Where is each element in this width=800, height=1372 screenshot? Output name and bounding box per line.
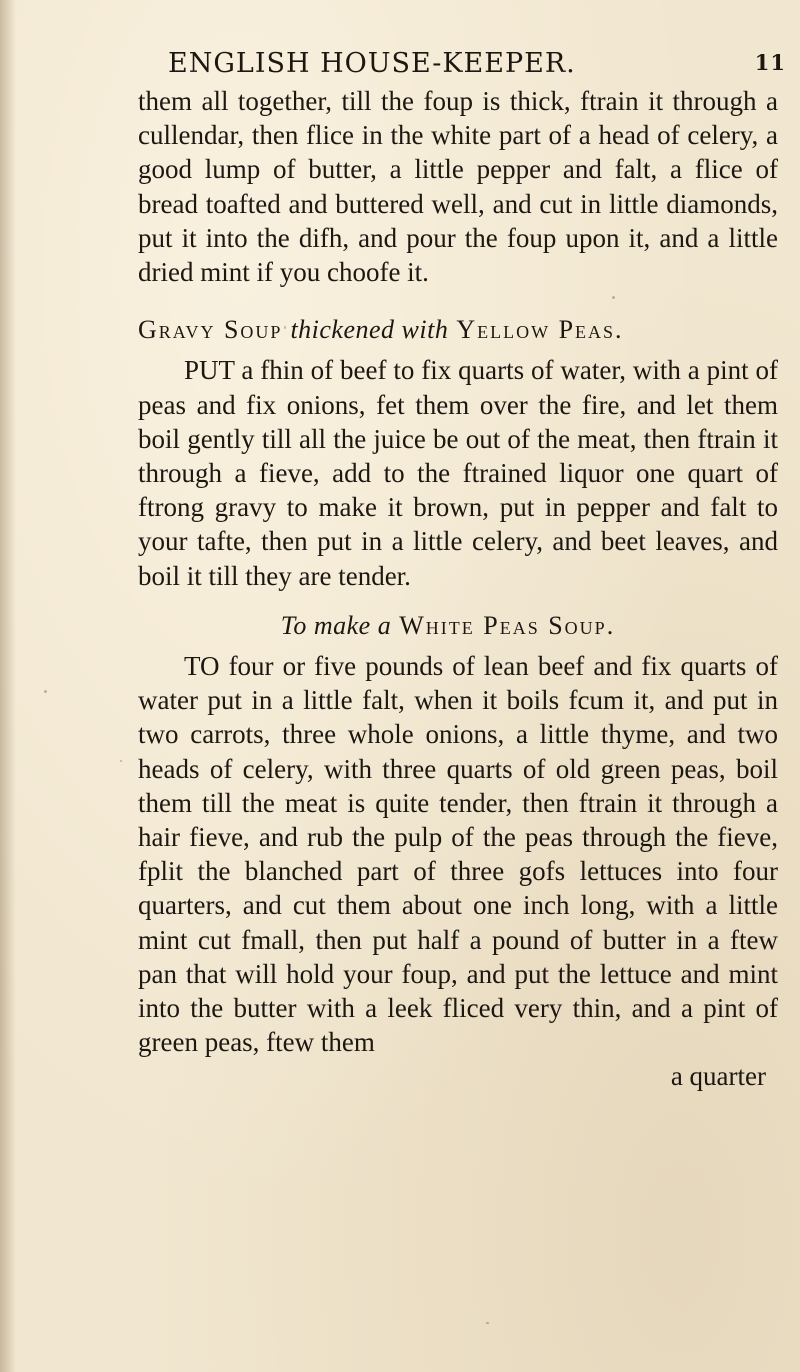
page-header: [168, 48, 786, 88]
section-heading-gravy-soup: [138, 313, 778, 347]
paragraph-continued: them all together, till the foup is thick, ftrain it through a cullendar, then flice in the white part of a head of celery, a good lump of butter, a little pepper and falt, a flice of bread toafted and buttered well, and cut in little diamonds, put it into the difh, and pour the foup upon it, and a little dried mint if you choofe it.: [138, 86, 778, 288]
paper-speck: [284, 326, 286, 329]
heading-gravy-soup-italic: thickened with: [290, 315, 449, 345]
heading-gravy-soup-ingredient: Yellow Peas.: [456, 315, 624, 345]
heading-white-peas-title: White Peas Soup.: [399, 610, 616, 640]
paragraph-gravy-soup: PUT a fhin of beef to fix quarts of water, with a pint of peas and fix onions, fet them over the fire, and let them boil gently till all the juice be out of the meat, then ftrain it through a fieve, add to the ftrained liquor one quart of ftrong gravy to make it brown, put in pepper and falt to your tafte, then put in a little celery, and beet leaves, and boil it till they are tender.: [138, 355, 778, 591]
heading-white-peas-italic: To make a: [280, 610, 392, 640]
paragraph-white-peas-soup: TO four or five pounds of lean beef and fix quarts of water put in a little falt, when it boils fcum it, and put in two carrots, three whole onions, a little thyme, and two heads of celery, with three quarts of old green peas, boil them till the meat is quite tender, then ftrain it through a hair fieve, and rub the pulp of the peas through the fieve, fplit the blanched part of three gofs lettuces into four quarters, and cut them about one inch long, with a little mint cut fmall, then put half a pound of butter in a ftew pan that will hold your foup, and put the lettuce and mint into the butter with a leek fliced very thin, and a pint of green peas, ftew them: [138, 651, 778, 1058]
catchword: a quarter: [670, 1061, 766, 1092]
paper-speck: [44, 690, 47, 693]
page-number: 11: [754, 50, 786, 75]
paper-speck: [612, 296, 615, 299]
page-gutter-shadow: [0, 0, 16, 1372]
heading-gravy-soup-title: Gravy Soup: [138, 315, 283, 345]
paper-speck: [486, 1322, 489, 1324]
paper-speck: [120, 760, 122, 762]
section-heading-white-peas-soup: [138, 609, 778, 643]
page-body: [138, 84, 778, 1094]
running-title: ENGLISH HOUSE-KEEPER.: [168, 48, 576, 79]
